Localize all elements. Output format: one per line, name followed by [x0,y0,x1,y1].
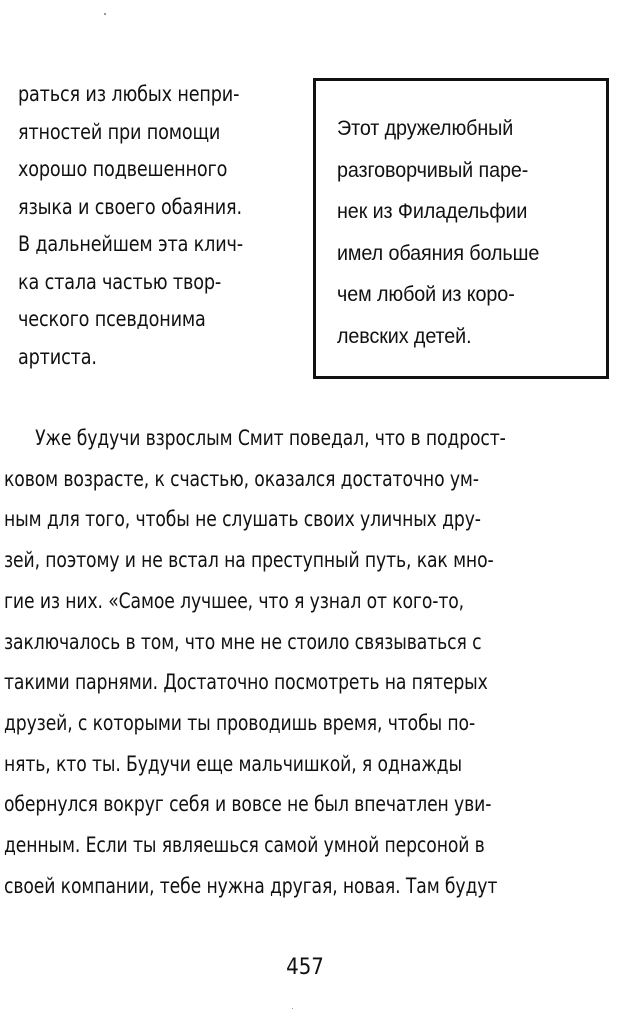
paragraph-line: такими парнями. Достаточно посмотреть на пятерых [4,670,488,695]
paragraph-line: денным. Если ты являешься самой умной персоной в [4,833,485,858]
paragraph-line: ным для того, чтобы не слушать своих уличных дру- [4,507,481,532]
paragraph-line: зей, поэтому и не встал на преступный путь, как мно- [4,548,494,573]
paragraph-line: своей компании, тебе нужна другая, новая. Там будут [4,873,498,898]
quote-line: нек из Филадельфии [337,200,528,223]
text-line: языка и своего обаяния. [18,194,242,219]
text-line: хорошо подвешенного [18,157,228,181]
text-line: В дальнейшем эта клич- [18,232,244,256]
text-line: ка стала частью твор- [18,269,222,294]
scan-speck [292,1008,293,1009]
paragraph-line: заключалось в том, что мне не стоило связываться с [4,629,482,654]
quote-line: имел обаяния больше [337,241,540,265]
scan-speck [104,13,106,15]
paragraph-line: обернулся вокруг себя и вовсе не был впечатлен уви- [4,792,492,817]
quote-line: разговорчивый паре- [337,158,529,182]
paragraph-line: гие из них. «Самое лучшее, что я узнал от кого-то, [4,588,465,613]
page-number: 457 [286,955,324,980]
text-line: артиста. [18,344,97,369]
paragraph-line: нять, кто ты. Будучи еще мальчишкой, я однажды [4,751,462,776]
text-line: ятностей при помощи [18,119,221,144]
quote-line: левских детей. [337,324,472,348]
paragraph-line: Уже будучи взрослым Смит поведал, что в подрост- [35,426,506,450]
paragraph-line: друзей, с которыми ты проводишь время, чтобы по- [4,710,476,735]
text-line: ческого псевдонима [18,307,206,331]
main-paragraph [4,418,594,906]
left-column-text [18,76,255,376]
pull-quote-text [337,108,539,357]
paragraph-line: ковом возрасте, к счастью, оказался достаточно ум- [4,466,479,491]
quote-line: чем любой из коро- [337,283,515,306]
quote-line: Этот дружелюбный [337,117,514,140]
text-line: раться из любых непри- [18,82,240,106]
pull-quote-box [313,78,609,379]
